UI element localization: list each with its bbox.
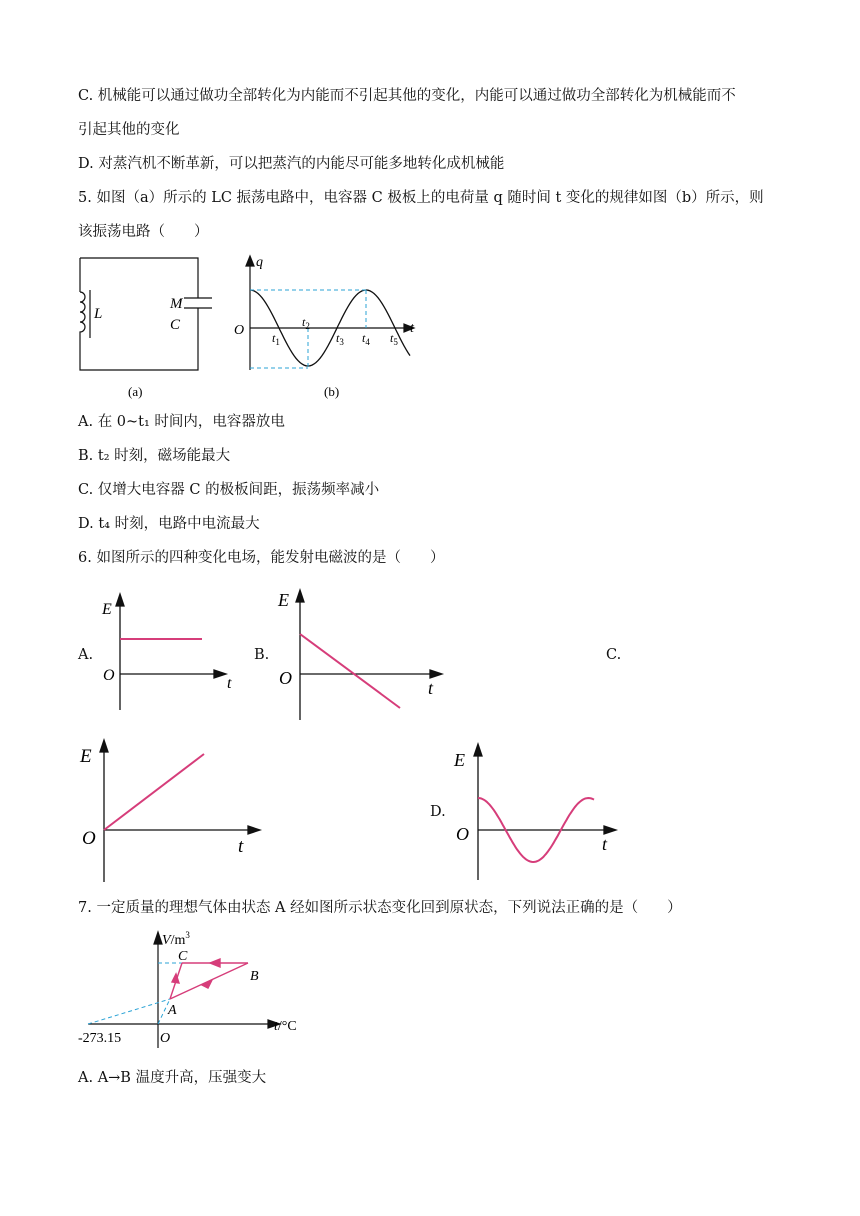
state-a-label: A (168, 1003, 177, 1018)
origin-label: O (279, 668, 292, 688)
v-axis-label: $V/m^3$ (162, 930, 190, 948)
t-axis-label: t (410, 321, 414, 336)
origin-label: O (160, 1031, 171, 1046)
q7-stem: 7. 一定质量的理想气体由状态 A 经如图所示状态变化回到原状态，下列说法正确的是（ ） (78, 900, 682, 916)
q4-option-c-line2: 引起其他的变化 (78, 122, 180, 138)
absolute-zero-label: -273.15 (78, 1031, 122, 1046)
q5-option-c: C. 仅增大电容器 C 的极板间距，振荡频率减小 (78, 482, 380, 498)
q5-option-d: D. t₄ 时刻，电路中电流最大 (78, 516, 260, 532)
q-axis-label: q (256, 255, 263, 270)
t-axis-label: t/°C (274, 1019, 297, 1034)
e-axis-label: E (454, 750, 465, 770)
q6-option-d-label: D. (430, 804, 446, 820)
q-t-graph (232, 252, 422, 402)
t-axis-label: t (227, 675, 232, 692)
t-axis-label: t (602, 834, 608, 854)
state-b-label: B (250, 969, 259, 984)
t2-label: $t_2$ (302, 315, 310, 331)
t3-label: $t_3$ (336, 331, 344, 347)
q5-stem-line1: 5. 如图（a）所示的 LC 振荡电路中，电容器 C 极板上的电荷量 q 随时间 t 变化的规律如图（b）所示，则 (78, 190, 764, 206)
q6-graph-c (78, 736, 268, 886)
figure-a-caption: (a) (128, 384, 143, 399)
plate-m-label: M (170, 296, 183, 312)
q6-stem: 6. 如图所示的四种变化电场，能发射电磁波的是（ ） (78, 550, 445, 566)
e-axis-label: E (102, 601, 112, 618)
origin-label: O (456, 824, 469, 844)
q6-option-a-label: A. (78, 647, 94, 663)
q4-option-c-line1: C. 机械能可以通过做功全部转化为内能而不引起其他的变化，内能可以通过做功全部转化为机械能而不 (78, 88, 736, 104)
lc-circuit-diagram (78, 252, 218, 402)
q6-graph-d (454, 742, 624, 882)
figure-b-caption: (b) (324, 384, 340, 399)
q7-option-a: A. A→B 温度升高，压强变大 (78, 1070, 267, 1086)
q5-option-a: A. 在 0~t₁ 时间内，电容器放电 (78, 414, 285, 430)
v-t-diagram (78, 928, 308, 1053)
capacitor-label: C (170, 317, 181, 333)
q6-graph-b (276, 586, 446, 726)
e-axis-label: E (278, 590, 289, 610)
e-axis-label: E (80, 746, 92, 767)
t1-label: $t_1$ (272, 331, 280, 347)
q6-graph-a (100, 590, 230, 720)
q6-option-c-label: C. (606, 647, 622, 663)
t5-label: $t_5$ (390, 331, 398, 347)
t4-label: $t_4$ (362, 331, 370, 347)
t-axis-label: t (428, 678, 434, 698)
state-c-label: C (178, 949, 188, 964)
q6-option-b-label: B. (254, 647, 270, 663)
q5-stem-line2: 该振荡电路（ ） (78, 224, 209, 240)
origin-label: O (82, 828, 96, 849)
inductor-label: L (94, 306, 103, 322)
q4-option-d: D. 对蒸汽机不断革新，可以把蒸汽的内能尽可能多地转化成机械能 (78, 156, 505, 172)
origin-label: O (234, 323, 245, 338)
q5-option-b: B. t₂ 时刻，磁场能最大 (78, 448, 231, 464)
t-axis-label: t (238, 836, 244, 857)
origin-label: O (103, 667, 115, 684)
